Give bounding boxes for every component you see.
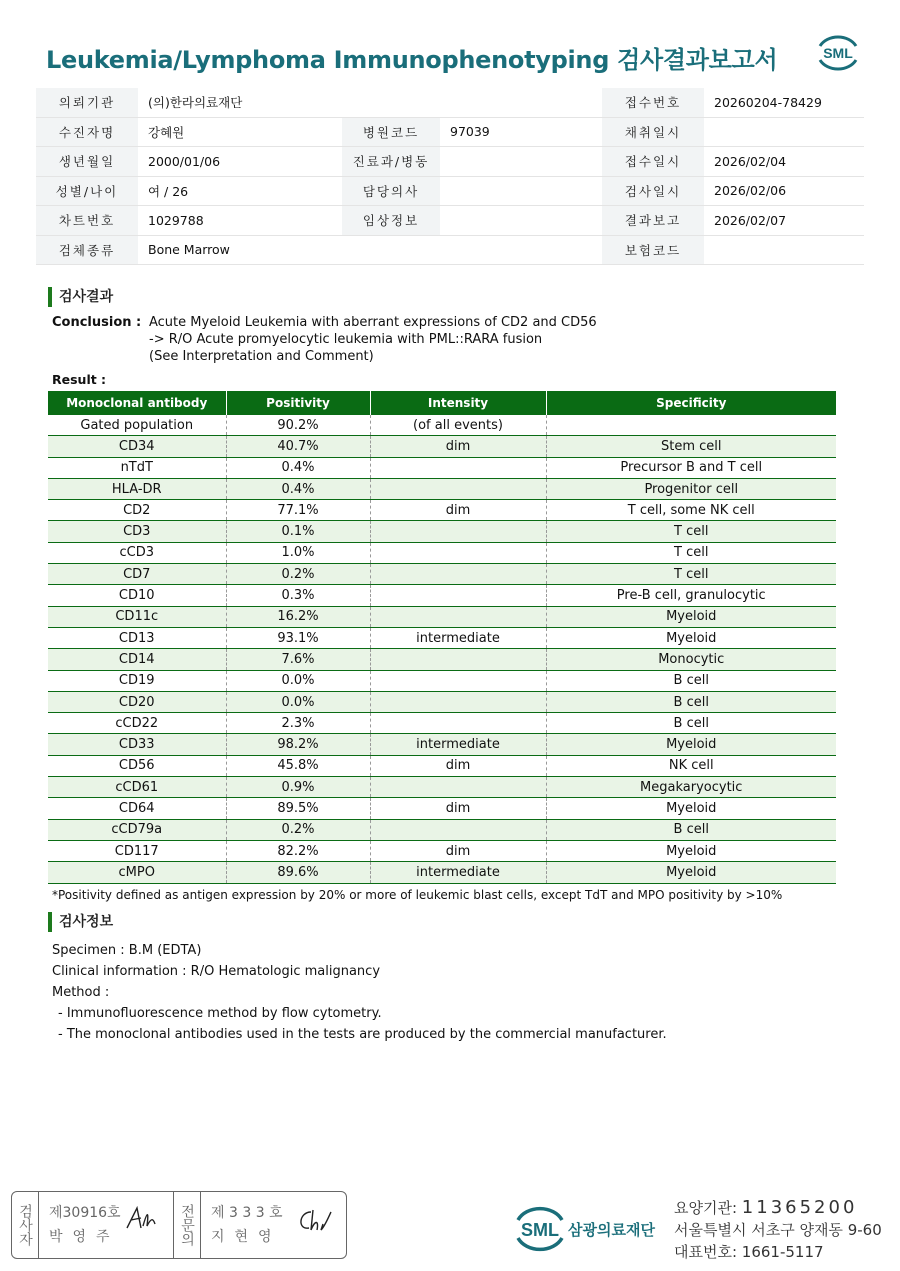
table-row [48,500,836,521]
intensity-cell: intermediate [370,734,546,755]
doctor-cell [201,1192,341,1258]
info-value [440,206,602,236]
antibody-cell: CD34 [48,436,226,457]
table-row [48,606,836,627]
intensity-cell [370,649,546,670]
clinical-info-line: Clinical information : R/O Hematologic malignancy [52,964,381,979]
specificity-cell: T cell, some NK cell [546,500,836,521]
antibody-cell: CD13 [48,627,226,648]
antibody-cell: cCD3 [48,542,226,563]
info-label: 생년월일 [36,147,138,177]
info-label: 접수일시 [602,147,704,177]
table-row [48,670,836,691]
table-row [48,777,836,798]
antibody-cell: CD20 [48,691,226,712]
results-section-heading: 검사결과 [48,287,113,307]
intensity-cell [370,542,546,563]
antibody-cell: cCD22 [48,713,226,734]
info-value: 강혜원 [138,117,342,147]
intensity-cell: (of all events) [370,415,546,436]
footer-sml-logo [510,1200,570,1256]
info-row [36,235,864,265]
tester-signature [123,1204,163,1234]
positivity-cell: 82.2% [226,840,370,861]
positivity-cell: 98.2% [226,734,370,755]
method-line: - The monoclonal antibodies used in the tests are produced by the commercial manufacturer. [58,1027,667,1042]
table-row [48,713,836,734]
positivity-cell: 0.0% [226,691,370,712]
antibody-cell: CD7 [48,564,226,585]
doctor-signature [295,1206,335,1236]
table-row [48,436,836,457]
info-row [36,88,864,117]
specificity-cell: Progenitor cell [546,478,836,499]
footer-contact [674,1197,882,1263]
positivity-cell: 0.2% [226,564,370,585]
col-header-antibody: Monoclonal antibody [48,391,226,415]
info-value: 97039 [440,117,602,147]
specificity-cell [546,415,836,436]
antibody-cell: nTdT [48,457,226,478]
specificity-cell: Stem cell [546,436,836,457]
specificity-cell: Myeloid [546,798,836,819]
footer-logo-text: SML [521,1220,559,1240]
table-row [48,798,836,819]
info-label: 담당의사 [342,176,440,206]
specificity-cell: Precursor B and T cell [546,457,836,478]
table-row [48,457,836,478]
intensity-cell: dim [370,755,546,776]
antibody-cell: Gated population [48,415,226,436]
table-row [48,840,836,861]
logo-text: SML [823,45,853,61]
positivity-cell: 2.3% [226,713,370,734]
intensity-cell: dim [370,798,546,819]
info-value [440,88,602,117]
antibody-cell: HLA-DR [48,478,226,499]
table-row [48,755,836,776]
info-label [342,88,440,117]
tester-cell [39,1192,173,1258]
info-value: (의)한라의료재단 [138,88,342,117]
method-label: Method : [52,985,110,1000]
specimen-line: Specimen : B.M (EDTA) [52,943,202,958]
antibody-cell: CD117 [48,840,226,861]
specificity-cell: B cell [546,670,836,691]
table-row [48,478,836,499]
positivity-cell: 0.2% [226,819,370,840]
antibody-cell: cMPO [48,862,226,883]
positivity-cell: 89.5% [226,798,370,819]
specificity-cell: T cell [546,521,836,542]
specificity-cell: Myeloid [546,606,836,627]
positivity-cell: 0.4% [226,478,370,499]
antibody-cell: cCD61 [48,777,226,798]
conclusion-label: Conclusion : [52,315,142,330]
antibody-result-table [48,391,836,884]
intensity-cell: intermediate [370,627,546,648]
col-header-positivity: Positivity [226,391,370,415]
tester-vertical-label: 검사자 [12,1192,39,1258]
specificity-cell: Myeloid [546,627,836,648]
table-row [48,649,836,670]
footer-phone-value: 1661-5117 [741,1243,824,1261]
info-row [36,117,864,147]
signature-stamp [11,1191,347,1259]
intensity-cell [370,670,546,691]
conclusion-line: -> R/O Acute promyelocytic leukemia with PML::RARA fusion [149,332,543,347]
info-label: 진료과/병동 [342,147,440,177]
table-row [48,415,836,436]
col-header-intensity: Intensity [370,391,546,415]
positivity-cell: 45.8% [226,755,370,776]
footer-address: 서울특별시 서초구 양재동 9-60 [674,1221,882,1239]
intensity-cell [370,457,546,478]
patient-info-table [36,88,864,265]
col-header-specificity: Specificity [546,391,836,415]
antibody-cell: CD64 [48,798,226,819]
positivity-cell: 89.6% [226,862,370,883]
info-label: 검사일시 [602,176,704,206]
footer-org-name: 삼광의료재단 [568,1221,655,1239]
info-label: 결과보고 [602,206,704,236]
info-label: 성별/나이 [36,176,138,206]
info-label: 의뢰기관 [36,88,138,117]
info-label: 차트번호 [36,206,138,236]
info-value: 여 / 26 [138,176,342,206]
sml-logo [814,30,862,74]
result-label: Result : [52,372,107,387]
intensity-cell [370,777,546,798]
tester-license-no: 제30916호 [49,1205,121,1221]
info-label: 채취일시 [602,117,704,147]
specificity-cell: B cell [546,691,836,712]
antibody-cell: CD10 [48,585,226,606]
antibody-cell: CD2 [48,500,226,521]
intensity-cell [370,606,546,627]
intensity-cell [370,691,546,712]
table-row [48,521,836,542]
info-label: 수진자명 [36,117,138,147]
doctor-vertical-label: 전문의 [173,1192,201,1258]
specificity-cell: T cell [546,542,836,563]
positivity-cell: 90.2% [226,415,370,436]
table-row [48,542,836,563]
conclusion-line: Acute Myeloid Leukemia with aberrant expressions of CD2 and CD56 [149,315,597,330]
info-row [36,147,864,177]
info-value: 2026/02/07 [704,206,864,236]
intensity-cell [370,521,546,542]
intensity-cell [370,585,546,606]
specificity-cell: Monocytic [546,649,836,670]
positivity-footnote: *Positivity defined as antigen expression by 20% or more of leukemic blast cells, except TdT and MPO positivity by >10% [52,888,783,902]
antibody-cell: CD11c [48,606,226,627]
info-value [440,147,602,177]
positivity-cell: 1.0% [226,542,370,563]
info-value: 2026/02/06 [704,176,864,206]
positivity-cell: 0.9% [226,777,370,798]
intensity-cell: dim [370,840,546,861]
positivity-cell: 7.6% [226,649,370,670]
table-row [48,564,836,585]
antibody-cell: CD14 [48,649,226,670]
positivity-cell: 16.2% [226,606,370,627]
positivity-cell: 93.1% [226,627,370,648]
info-label: 검체종류 [36,235,138,265]
info-label: 보험코드 [602,235,704,265]
info-label: 병원코드 [342,117,440,147]
table-row [48,585,836,606]
specimen-info [52,940,667,1045]
intensity-cell [370,713,546,734]
info-value [704,235,864,265]
conclusion-line: (See Interpretation and Comment) [149,349,374,364]
table-row [48,627,836,648]
specificity-cell: Myeloid [546,734,836,755]
positivity-cell: 40.7% [226,436,370,457]
antibody-cell: cCD79a [48,819,226,840]
specificity-cell: T cell [546,564,836,585]
info-value [440,235,602,265]
info-value [440,176,602,206]
positivity-cell: 0.0% [226,670,370,691]
specificity-cell: NK cell [546,755,836,776]
positivity-cell: 0.1% [226,521,370,542]
specificity-cell: B cell [546,713,836,734]
tester-name: 박영주 [49,1229,120,1245]
info-value: 20260204-78429 [704,88,864,117]
table-row [48,819,836,840]
specificity-cell: Myeloid [546,840,836,861]
info-row [36,176,864,206]
info-label: 접수번호 [602,88,704,117]
method-line: - Immunofluorescence method by flow cytometry. [58,1006,382,1021]
doctor-name: 지현영 [211,1229,282,1245]
specificity-cell: Myeloid [546,862,836,883]
doctor-license-no: 제 3 3 3 호 [211,1205,283,1221]
antibody-cell: CD3 [48,521,226,542]
intensity-cell: intermediate [370,862,546,883]
info-value: Bone Marrow [138,235,342,265]
info-row [36,206,864,236]
info-value [704,117,864,147]
table-row [48,691,836,712]
footer-code-value: 11365200 [741,1197,858,1218]
intensity-cell [370,819,546,840]
info-section-heading: 검사정보 [48,912,113,932]
positivity-cell: 77.1% [226,500,370,521]
intensity-cell: dim [370,436,546,457]
info-value: 2026/02/04 [704,147,864,177]
intensity-cell: dim [370,500,546,521]
intensity-cell [370,564,546,585]
table-row [48,734,836,755]
positivity-cell: 0.3% [226,585,370,606]
table-row [48,862,836,883]
antibody-cell: CD19 [48,670,226,691]
specificity-cell: Megakaryocytic [546,777,836,798]
specificity-cell: B cell [546,819,836,840]
specificity-cell: Pre-B cell, granulocytic [546,585,836,606]
info-value: 2000/01/06 [138,147,342,177]
info-label: 임상정보 [342,206,440,236]
info-value: 1029788 [138,206,342,236]
footer-code-label: 요양기관: [674,1199,742,1217]
antibody-cell: CD33 [48,734,226,755]
positivity-cell: 0.4% [226,457,370,478]
footer-phone-label: 대표번호: [674,1243,742,1261]
report-title: Leukemia/Lymphoma Immunophenotyping 검사결과보고서 [46,46,778,74]
info-label [342,235,440,265]
antibody-cell: CD56 [48,755,226,776]
intensity-cell [370,478,546,499]
